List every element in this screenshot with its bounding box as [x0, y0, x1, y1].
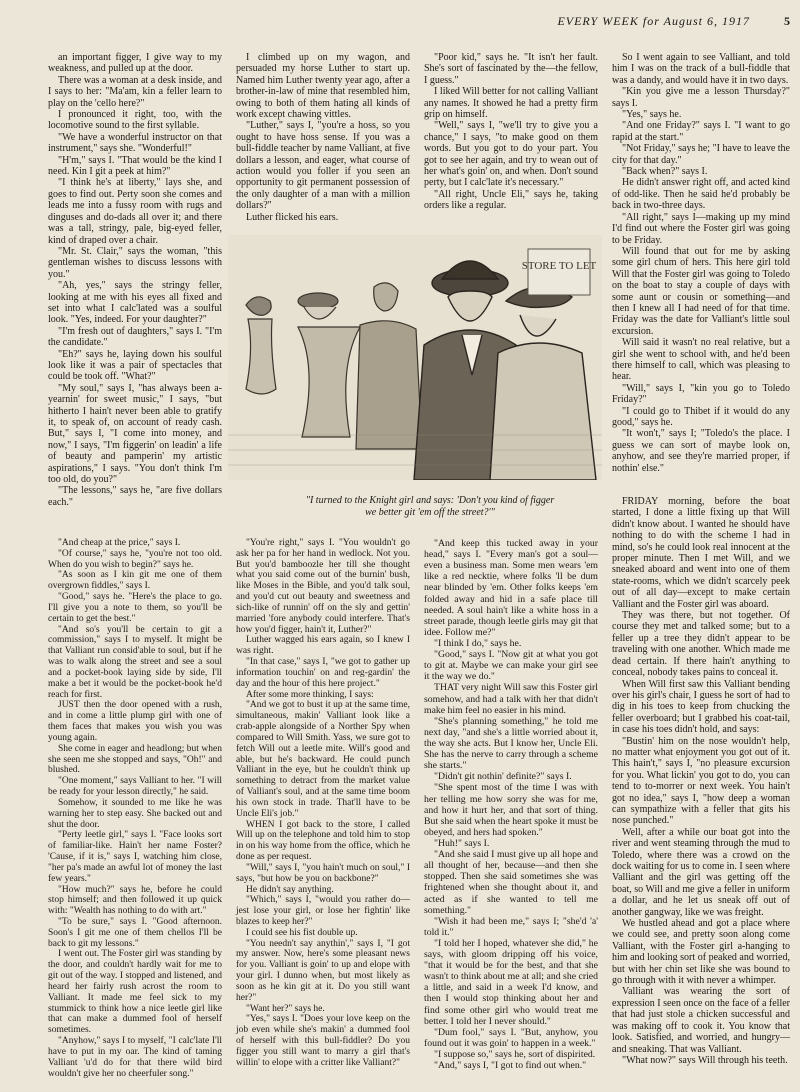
- column-1-bottom: [48, 538, 222, 1079]
- paragraph: I could see his fist double up.: [246, 927, 358, 938]
- paragraph: "And cheap at the price," says I.: [58, 538, 181, 548]
- paragraph: They was there, but not together. Of course they met and talked some; but to a feller up a tree they didn't appear to be traveling with one another. Which made me dead certain. If there hain't anything to conceal, nobody takes pains to conceal it.: [612, 610, 790, 679]
- page-number: 5: [784, 14, 790, 28]
- paragraph: "Which," says I, "would you rather do—jest lose your girl, or lose her fightin' like blazes to keep her?": [236, 895, 410, 927]
- paragraph: Luther wagged his ears again, so I knew I was right.: [236, 635, 410, 657]
- paragraph: "Huh!" says I.: [434, 837, 490, 849]
- paragraph: "Perty leetle girl," says I. "Face looks sort of familiar-like. Hain't her name Foster? 'Cause, if it is," says I, watching him close, "her pa's made an awful lot of money the last few years.": [48, 830, 222, 884]
- page-header: [0, 6, 800, 36]
- paragraph: "Not Friday," says he; "I have to leave the city for that day.": [612, 143, 790, 166]
- paragraph: He didn't answer right off, and acted kind of odd-like. Then he said he'd probably be back in two-three days.: [612, 177, 790, 212]
- paragraph: "All right," says I—making up my mind I'd find out where the Foster girl was going to be Friday.: [612, 211, 790, 246]
- paragraph: "It won't," says I; "Toledo's the place. I guess we can sort of maybe look on, anyhow, and see they're married proper, if nothin' else.": [612, 428, 790, 474]
- paragraph: "I told her I hoped, whatever she did," he says, with gloom dripping off his voice, "that it would be for the best, and that she wasn't to think about me at all; and she cried a little, and said in a week I'd know, and then I would stop thinking about her and find some other girl who would treat me better. I told her I never should.": [424, 937, 598, 1027]
- paragraph: "I could go to Thibet if it would do any good," says he.: [612, 405, 790, 428]
- column-2-bottom: [236, 538, 410, 1069]
- illustration-drawing: [228, 235, 602, 480]
- paragraph: "Want her?" says he.: [246, 1003, 325, 1014]
- paragraph: "She's planning something," he told me next day, "and she's a little worried about it, the way she acts. But I know her, Uncle Eli. She has the nerve to carry through a scheme she starts.": [424, 715, 598, 772]
- paragraph: "Good," says I. "Now git at what you got to git at. Maybe we can make your girl see it the way we do.": [424, 649, 598, 683]
- paragraph: "One moment," says Valliant to her. "I will be ready for your lesson directly," he said.: [48, 776, 222, 798]
- paragraph: Luther flicked his ears.: [246, 211, 339, 223]
- column-2-top: [236, 52, 410, 223]
- paragraph: Well, after a while our boat got into the river and went steaming through the mud to Toledo, where there was a crowd on the dock waiting for us to come in. I seen where Valliant and the girl was getting off the boat, so Will and me give a feller in uniform a dollar, and he let us sneak off out of another gangway, like we was freight.: [612, 826, 790, 918]
- paragraph: When Will first saw this Valliant bending over his girl's chair, I guess he sort of had to dig in his toes to keep from chucking the feller overboard; but I grabbed his coat-tail, in case his toes didn't hold, and says:: [612, 678, 790, 736]
- store-sign-text: STORE TO LET: [521, 260, 597, 272]
- paragraph: "Well," says I, "we'll try to give you a chance," I says, "to make good on them words. But you got to do your part. You got to see her again, and try to wean out of her what's goin' on, and when. Don't sound perty, but I calc'late it's necessary.": [424, 120, 598, 189]
- paragraph: "I'm fresh out of daughters," says I. "I'm the candidate.": [48, 325, 222, 349]
- paragraph: So I went again to see Valliant, and told him I was on the track of a bull-fiddle that was a dandy, and would have it in two days.: [612, 52, 790, 86]
- paragraph: "As soon as I kin git me one of them overgrown fiddles," says I.: [48, 570, 222, 592]
- paragraph: "She spent most of the time I was with her telling me how sorry she was for me, and how it hurt her, and that sort of thing. But she said when the heart spoke it must be obeyed, and hers had spoken.": [424, 782, 598, 838]
- paragraph: "The lessons," says he, "are five dollars each.": [48, 485, 222, 508]
- column-4-top: [612, 52, 790, 474]
- paragraph: "Mr. St. Clair," says the woman, "this gentleman wishes to discuss lessons with you.": [48, 245, 222, 280]
- paragraph: "And keep this tucked away in your head," says I. "Every man's got a soul—even a business man. Some men wears 'em like a red necktie, where folks 'll be dum near blinded by 'em. Other folks keeps 'em folded away and hid in a safe place till needed. A soul hain't like a white hoss in a street parade, though leetle girls may git that idee. Follow me?": [424, 538, 598, 638]
- paragraph: "Didn't git nothin' definite?" says I.: [434, 771, 572, 783]
- paragraph: "We have a wonderful instructor on that instrument," says she. "Wonderful!": [48, 131, 222, 155]
- paragraph: THAT very night Will saw this Foster girl somehow, and had a talk with her that didn't make him feel no easier in his mind.: [424, 682, 598, 716]
- paragraph: "Eh?" says he, laying down his soulful look like it was a pair of spectacles that could be took off. "What?": [48, 348, 222, 383]
- paragraph: "My soul," says I, "has always been a-yearnin' for sweet music," I says, "but hitherto I hain't never been able to gratify it, to speak of, on account of ready cash. But," says I, "I come into money, and now," I says, "I'm figgerin' on leadin' a life of beauty and pamperin' my artistic aspirations," I says. "You don't think I'm too old, do you?": [48, 382, 222, 486]
- paragraph: "Dum fool," says I. "But, anyhow, you found out it was goin' to happen in a week.": [424, 1026, 598, 1049]
- paragraph: "How much?" says he, before he could stop himself; and then followed it up quick with: "Wealth has nothing to do with art.": [48, 884, 222, 917]
- paragraph: After some more thinking, I says:: [246, 689, 374, 700]
- paragraph: Will said it wasn't no real relative, but a girl she went to school with, and he'd been there himself to call, which was pleasing to hear.: [612, 337, 790, 383]
- paragraph: "What now?" says Will through his teeth.: [622, 1054, 788, 1066]
- paragraph: "In that case," says I, "we got to gather up information touchin' on and reg-gardin' the day and the hour of this here project.": [236, 657, 410, 689]
- column-4-bottom: [612, 496, 790, 1066]
- paragraph: "Kin you give me a lesson Thursday?" says I.: [612, 86, 790, 109]
- paragraph: "All right, Uncle Eli," says he, taking orders like a regular.: [424, 188, 598, 212]
- paragraph: "I think he's at liberty," lays she, and goes to find out. Perty soon she comes and leads me into a fussy room with rugs and dinguses and do-dads all over it; and there was a tall, stringy, pale, big-eyed feller, kind of draped over a chair.: [48, 177, 222, 246]
- article-body: [48, 52, 790, 1092]
- column-3-bottom: [424, 538, 598, 1071]
- column-1-top: [48, 52, 222, 508]
- paragraph: "And," says I, "I got to find out when.": [434, 1060, 587, 1072]
- paragraph: "Wish it had been me," says I; "she'd 'a' told it.": [424, 915, 598, 938]
- paragraph: "And one Friday?" says I. "I want to go rapid at the start.": [612, 120, 790, 143]
- paragraph: "Will," says I, "kin you go to Toledo Friday?": [612, 382, 790, 406]
- paragraph: "Good," says he. "Here's the place to go. I'll give you a note to them, so you'll be certain to get the best.": [48, 592, 222, 624]
- paragraph: Somehow, it sounded to me like he was warning her to step easy. She backed out and shut the door.: [48, 797, 222, 830]
- paragraph: an important figger, I give way to my weakness, and pulled up at the door.: [48, 52, 222, 75]
- paragraph: "H'm," says I. "That would be the kind I need. Kin I git a peek at him?": [48, 154, 222, 178]
- paragraph: "Luther," says I, "you're a hoss, so you ought to have hoss sense. If you was a bull-fiddle teacher by name Valliant, at five dollars a lesson, and eager, what course of action would you foller if you seen an opportunity to git permanent possession of the only daughter of a man with a million dollars?": [236, 120, 410, 212]
- paragraph: I climbed up on my wagon, and persuaded my horse Luther to start up. Named him Luther twenty year ago, after a brother-in-law of mine that resembled him, owing to both of them hating all kinds of work except chawing vittles.: [236, 52, 410, 121]
- paragraph: "Of course," says he, "you're not too old. When do you wish to begin?" says he.: [48, 548, 222, 570]
- paragraph: "And we got to bust it up at the same time, simultaneous, makin' Valliant look like a crab-apple alongside of a Norther Spy when compared to Will Smith. Yass, we sure got to fetch Will out a leetle mite. Will's good and able, but he's backward. He could punch Valliant in the eye, but he couldn't think up something to detract from the market value of Valliant's soul, and at the same time boom his own stock in trade. That'll have to be Uncle Eli's job.": [236, 700, 410, 819]
- running-head: EVERY WEEK for August 6, 1917: [557, 14, 750, 28]
- paragraph: "And she said I must give up all hope and all thought of her, because—and then she stopped. Then she said sometimes she was frightened when she thought about it, and acted as if she wanted to tell me something.": [424, 849, 598, 916]
- paragraph: "Anyhow," says I to myself, "I calc'late I'll have to put in my oar. The kind of taming Valliant 'u'd do for that there wild bird wouldn't give her no cheerfuler song.": [48, 1036, 222, 1079]
- column-3-top: [424, 52, 598, 212]
- paragraph: I pronounced it right, too, with the locomotive sound to the first syllable.: [48, 109, 222, 132]
- illustration-caption: "I turned to the Knight girl and says: 'Don't you kind of figger we better git 'em off the street?'": [305, 495, 555, 518]
- paragraph: I went out. The Foster girl was standing by the door, and couldn't hardly wait for me to git out of the way. I stopped and listened, and heard her fairly rush acrost the room to Valliant. It made me feel sick to my stummick to think how a nice leetle girl like that can make a dummed fool of herself sometimes.: [48, 949, 222, 1036]
- paragraph: We hustled ahead and got a place where we could see, and pretty soon along come Valliant, with the Foster girl a-hanging to him and looking sort of peaked and worried, but with her chin set like she was bound to go through with it with never a whimper.: [612, 918, 790, 987]
- paragraph: "You're right," says I. "You wouldn't go ask her pa for her hand in wedlock. Not you. But you'd bamboozle her till she thought what you said come out of the burnin' bush, like Moses in the Bible, and you'd talk soul, and you'd cut out beauty and sweetness and sich-like of runnin' off on the sly and gettin' married 'fore anybody could interfere. That's how you'd figger, hain't it, Luther?": [236, 538, 410, 635]
- paragraph: "Poor kid," says he. "It isn't her fault. She's sort of fascinated by the—the fellow, I guess.": [424, 52, 598, 86]
- paragraph: Will found that out for me by asking some girl chum of hers. This here girl told Will that the Foster girl was going to Toledo on the boat to stay a couple of days with some aunt or cousin or something—and then I knew all I had need of for that time. Friday was the date for Valliant's little soul excursion.: [612, 245, 790, 337]
- paragraph: She come in eager and headlong; but when she seen me she stopped and says, "Oh!" and blushed.: [48, 743, 222, 776]
- paragraph: "And so's you'll be certain to git a commission," says I to myself. It might be that Valliant run consid'able to soul, but if he was to walk along the street and see a soul and a pocket-book laying side by side, I'll make a bet it would be the pocket-book he'd reach for first.: [48, 624, 222, 700]
- paragraph: JUST then the door opened with a rush, and in come a little plump girl with one of them faces that makes you wish you was young again.: [48, 700, 222, 743]
- paragraph: "Will," says I, "you hain't much on soul," I says, "but how be you on backbone?": [236, 862, 410, 884]
- paragraph: I liked Will better for not calling Valliant any names. It showed he had a pretty firm grip on himself.: [424, 86, 598, 121]
- paragraph: "Yes," says he.: [622, 109, 682, 121]
- paragraph: "Yes," says I. "Does your love keep on the job even while she's makin' a dummed fool of herself with this bull-fiddler? Do you figger you still want to marry a girl that's willin' to elope with a critter like Valliant?": [236, 1014, 410, 1068]
- story-illustration: [228, 235, 602, 480]
- paragraph: "I think I do," says he.: [434, 637, 522, 649]
- paragraph: "Bustin' him on the nose wouldn't help, no matter what enjoyment you got out of it. This hain't," says I, "no pleasure excursion for you. What lickin' you got to do, you can tend to to-morrer or next week. You hain't got no idea," says I, "how deep a woman can sympathize with a feller that gits his nose punched.": [612, 735, 790, 827]
- paragraph: "I suppose so," says he, sort of dispirited.: [434, 1049, 596, 1061]
- paragraph: There was a woman at a desk inside, and I says to her: "Ma'am, kin a feller learn to play on the 'cello here?": [48, 74, 222, 109]
- paragraph: "You needn't say anythin'," says I, "I got my answer. Now, here's some pleasant news for you. Valliant is goin' to up and elope with your girl. I dunno when, but most likely as soon as he kin git at it. Do you still want her?": [236, 938, 410, 1003]
- paragraph: He didn't say anything.: [246, 884, 334, 895]
- paragraph: "Ah, yes," says the stringy feller, looking at me with his eyes all fixed and set into what I calc'lated was a soulful look. "Yes, indeed. For your daughter?": [48, 280, 222, 326]
- paragraph: WHEN I got back to the store, I called Will up on the telephone and told him to stop in on his way home from the office, which he done as per request.: [236, 819, 410, 863]
- paragraph: FRIDAY morning, before the boat started, I done a little fixing up that Will didn't know about. I wanted he should have nothing to do with the scheme I had in mind, so's he could look real innocent at the proper minute. Then I met Will, and we sneaked aboard and went into one of them state-rooms, which we didn't scarcely peek out of all day—except to make certain Valliant and the Foster girl was aboard.: [612, 496, 790, 610]
- paragraph: "Back when?" says I.: [622, 166, 708, 178]
- paragraph: "To be sure," says I. "Good afternoon. Soon's I git me one of them chellos I'll be back to git my lessons.": [48, 916, 222, 949]
- paragraph: Valliant was wearing the sort of expression I seen once on the face of a feller that had just stole a chicken successful and was making off to cook it. You know that look. Satisfied, and worried, and hungry—and sneaking. That was Valliant.: [612, 986, 790, 1055]
